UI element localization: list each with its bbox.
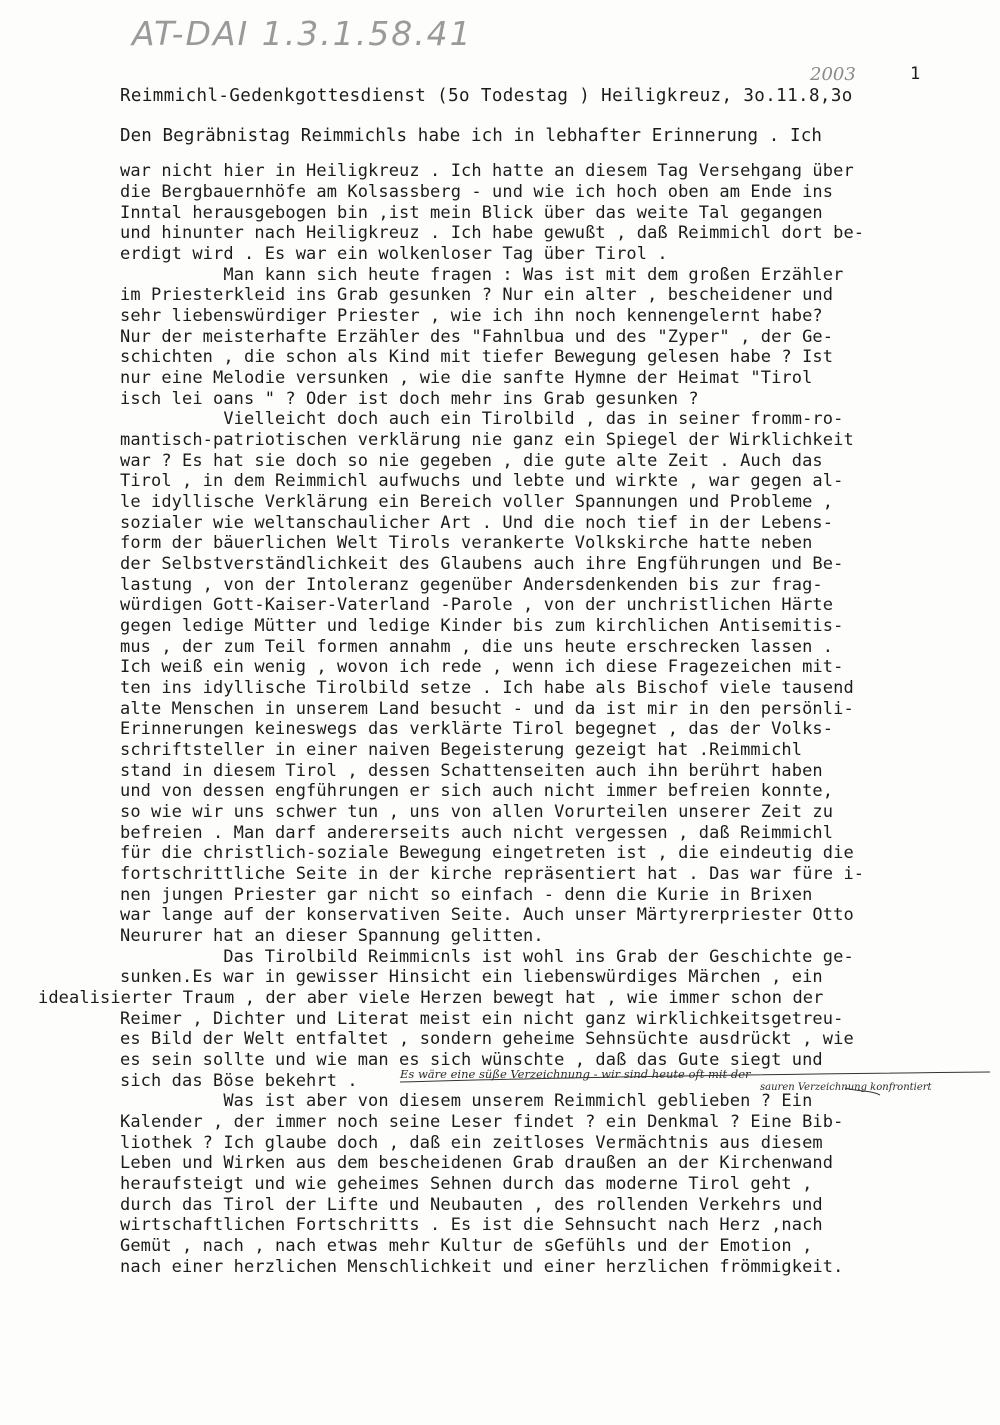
- handwritten-year: 2003: [810, 64, 856, 85]
- body-line: Inntal herausgebogen bin ,ist mein Blick über das weite Tal gegangen: [120, 203, 823, 223]
- body-line: isch lei oans " ? Oder ist doch mehr ins Grab gesunken ?: [120, 389, 699, 409]
- body-line: Leben und Wirken aus dem bescheidenen Grab draußen an der Kirchenwand: [120, 1153, 834, 1173]
- body-line: nen jungen Priester gar nicht so einfach - denn die Kurie in Brixen: [120, 885, 813, 905]
- body-line: nach einer herzlichen Menschlichkeit und einer herzlichen frömmigkeit.: [120, 1257, 844, 1277]
- body-line: Das Tirolbild Reimmicnls ist wohl ins Grab der Geschichte ge-: [120, 947, 854, 967]
- body-line: und von dessen engführungen er sich auch nicht immer befreien konnte,: [120, 781, 834, 801]
- body-line: schriftsteller in einer naiven Begeisterung gezeigt hat .Reimmichl: [120, 740, 803, 760]
- handwritten-annotation-line2: sauren Verzeichnung konfrontiert: [760, 1082, 932, 1093]
- body-line: Reimer , Dichter und Literat meist ein nicht ganz wirklichkeitsgetreu-: [120, 1009, 844, 1029]
- body-line: für die christlich-soziale Bewegung eingetreten ist , die eindeutig die: [120, 843, 854, 863]
- body-line: Ich weiß ein wenig , wovon ich rede , wenn ich diese Fragezeichen mit-: [120, 657, 844, 677]
- body-line: die Bergbauernhöfe am Kolsassberg - und wie ich hoch oben am Ende ins: [120, 182, 834, 202]
- body-line: war lange auf der konservativen Seite. Auch unser Märtyrerpriester Otto: [120, 905, 854, 925]
- body-line: erdigt wird . Es war ein wolkenloser Tag über Tirol .: [120, 244, 668, 264]
- body-line: war ? Es hat sie doch so nie gegeben , die gute alte Zeit . Auch das: [120, 451, 823, 471]
- body-line: fortschrittliche Seite in der kirche repräsentiert hat . Das war füre i-: [120, 864, 865, 884]
- body-line: form der bäuerlichen Welt Tirols verankerte Volkskirche hatte neben: [120, 533, 813, 553]
- body-line: Vielleicht doch auch ein Tirolbild , das in seiner fromm-ro-: [120, 409, 844, 429]
- body-line: Neururer hat an dieser Spannung gelitten.: [120, 926, 544, 946]
- body-line: wirtschaftlichen Fortschritts . Es ist die Sehnsucht nach Herz ,nach: [120, 1215, 823, 1235]
- body-line: stand in diesem Tirol , dessen Schattenseiten auch ihn berührt haben: [120, 761, 823, 781]
- body-line: sunken.Es war in gewisser Hinsicht ein liebenswürdiges Märchen , ein: [120, 967, 823, 987]
- body-line: ten ins idyllische Tirolbild setze . Ich habe als Bischof viele tausend: [120, 678, 854, 698]
- body-line: heraufsteigt und wie geheimes Sehnen durch das moderne Tirol geht ,: [120, 1174, 813, 1194]
- body-line: nur eine Melodie versunken , wie die sanfte Hymne der Heimat "Tirol: [120, 368, 813, 388]
- body-line: so wie wir uns schwer tun , uns von allen Vorurteilen unserer Zeit zu: [120, 802, 834, 822]
- body-line: le idyllische Verklärung ein Bereich voller Spannungen und Probleme ,: [120, 492, 834, 512]
- page-number: 1: [910, 64, 921, 84]
- body-line: gegen ledige Mütter und ledige Kinder bis zum kirchlichen Antisemitis-: [120, 616, 844, 636]
- body-line: schichten , die schon als Kind mit tiefer Bewegung gelesen habe ? Ist: [120, 347, 834, 367]
- body-line: sehr liebenswürdiger Priester , wie ich ihn noch kennengelernt habe?: [120, 306, 823, 326]
- body-line: der Selbstverständlichkeit des Glaubens auch ihre Engführungen und Be-: [120, 554, 844, 574]
- body-line: und hinunter nach Heiligkreuz . Ich habe gewußt , daß Reimmichl dort be-: [120, 223, 865, 243]
- body-line: im Priesterkleid ins Grab gesunken ? Nur ein alter , bescheidener und: [120, 285, 834, 305]
- body-line: sich das Böse bekehrt .: [120, 1071, 358, 1091]
- body-line: mantisch-patriotischen verklärung nie ganz ein Spiegel der Wirklichkeit: [120, 430, 854, 450]
- body-line: Tirol , in dem Reimmichl aufwuchs und lebte und wirkte , war gegen al-: [120, 471, 844, 491]
- body-line: war nicht hier in Heiligkreuz . Ich hatte an diesem Tag Versehgang über: [120, 161, 854, 181]
- document-heading: Reimmichl-Gedenkgottesdienst (5o Todestag ) Heiligkreuz, 3o.11.8,3o: [120, 86, 853, 106]
- body-first-line: Den Begräbnistag Reimmichls habe ich in lebhafter Erinnerung . Ich: [120, 126, 822, 146]
- body-line: Nur der meisterhafte Erzähler des "Fahnlbua und des "Zyper" , der Ge-: [120, 327, 834, 347]
- body-line: es Bild der Welt entfaltet , sondern geheime Sehnsüchte ausdrückt , wie: [120, 1029, 854, 1049]
- body-line: liothek ? Ich glaube doch , daß ein zeitloses Vermächtnis aus diesem: [120, 1133, 823, 1153]
- body-line: sozialer wie weltanschaulicher Art . Und die noch tief in der Lebens-: [120, 513, 834, 533]
- body-line: Was ist aber von diesem unserem Reimmichl geblieben ? Ein: [120, 1091, 813, 1111]
- body-line: Erinnerungen keineswegs das verklärte Tirol begegnet , das der Volks-: [120, 719, 834, 739]
- body-line: Gemüt , nach , nach etwas mehr Kultur de sGefühls und der Emotion ,: [120, 1236, 813, 1256]
- body-line: es sein sollte und wie man es sich wünschte , daß das Gute siegt und: [120, 1050, 823, 1070]
- body-line: mus , der zum Teil formen annahm , die uns heute erschrecken lassen .: [120, 637, 834, 657]
- body-line: würdigen Gott-Kaiser-Vaterland -Parole , von der unchristlichen Härte: [120, 595, 834, 615]
- body-line-outdented: idealisierter Traum , der aber viele Herzen bewegt hat , wie immer schon der: [38, 988, 824, 1008]
- body-line: alte Menschen in unserem Land besucht - und da ist mir in den persönli-: [120, 699, 854, 719]
- archive-reference-stamp: AT-DAI 1.3.1.58.41: [132, 14, 473, 53]
- body-line: Kalender , der immer noch seine Leser findet ? ein Denkmal ? Eine Bib-: [120, 1112, 844, 1132]
- body-line: befreien . Man darf andererseits auch nicht vergessen , daß Reimmichl: [120, 823, 834, 843]
- body-line: durch das Tirol der Lifte und Neubauten , des rollenden Verkehrs und: [120, 1195, 823, 1215]
- handwritten-annotation-line1: Es wäre eine süße Verzeichnung - wir sind heute oft mit der: [400, 1067, 751, 1081]
- body-line: Man kann sich heute fragen : Was ist mit dem großen Erzähler: [120, 265, 844, 285]
- body-line: lastung , von der Intoleranz gegenüber Andersdenkenden bis zur frag-: [120, 575, 823, 595]
